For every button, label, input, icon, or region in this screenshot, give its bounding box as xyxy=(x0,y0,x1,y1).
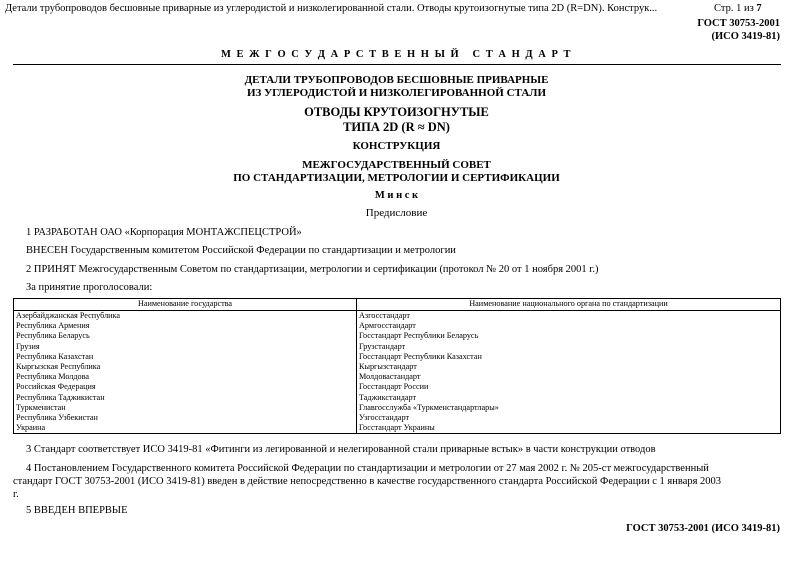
iso-code: (ИСО 3419-81) xyxy=(711,31,780,42)
state-cell: Республика Молдова xyxy=(14,372,357,382)
state-cell: Грузия xyxy=(14,342,357,352)
title-construction: КОНСТРУКЦИЯ xyxy=(352,140,441,152)
paragraph-1b: ВНЕСЕН Государственным комитетом Российской Федерации по стандартизации и метрологии xyxy=(26,245,456,256)
authority-cell: Азгосстандарт xyxy=(357,311,781,322)
standard-code: ГОСТ 30753-2001 xyxy=(697,18,780,29)
state-cell: Азербайджанская Республика xyxy=(14,311,357,322)
authority-cell: Кыргызстандарт xyxy=(357,362,781,372)
table-row xyxy=(14,382,781,392)
authority-cell: Молдовастандарт xyxy=(357,372,781,382)
table-row xyxy=(14,342,781,352)
authority-cell: Госстандарт России xyxy=(357,382,781,392)
document-header-title: Детали трубопроводов бесшовные приварные из углеродистой и низколегированной стали. Отводы крутоизогнутые типа 2D (R=DN). Конструк... xyxy=(5,3,658,14)
paragraph-1: 1 РАЗРАБОТАН ОАО «Корпорация МОНТАЖСПЕЦСТРОЙ» xyxy=(26,227,302,238)
authority-cell: Госстандарт Республики Беларусь xyxy=(357,331,781,341)
authority-cell: Грузстандарт xyxy=(357,342,781,352)
table-row xyxy=(14,321,781,331)
page-total: 7 xyxy=(756,3,762,14)
paragraph-3: 3 Стандарт соответствует ИСО 3419-81 «Фитинги из легированной и нелегированной стали приварные встык» в части конструкции отводов xyxy=(26,444,656,455)
table-row xyxy=(14,403,781,413)
title-line-2: ИЗ УГЛЕРОДИСТОЙ И НИЗКОЛЕГИРОВАННОЙ СТАЛИ xyxy=(246,87,547,99)
foreword-heading: Предисловие xyxy=(365,207,428,219)
council-line-2: ПО СТАНДАРТИЗАЦИИ, МЕТРОЛОГИИ И СЕРТИФИКАЦИИ xyxy=(233,172,560,184)
city: М и н с к xyxy=(374,190,419,201)
footer-standard-code: ГОСТ 30753-2001 (ИСО 3419-81) xyxy=(626,523,780,534)
table-row xyxy=(14,311,781,322)
paragraph-4-line-1: 4 Постановлением Государственного комитета Российской Федерации по стандартизации и метрологии от 27 мая 2002 г. № 205-ст межгосударственный xyxy=(26,463,709,474)
authority-cell: Таджикстандарт xyxy=(357,393,781,403)
table-row xyxy=(14,413,781,423)
page-counter xyxy=(714,3,762,14)
authority-cell: Армгосстандарт xyxy=(357,321,781,331)
title-line-1: ДЕТАЛИ ТРУБОПРОВОДОВ БЕСШОВНЫЕ ПРИВАРНЫЕ xyxy=(244,74,549,86)
table-row xyxy=(14,331,781,341)
council-line-1: МЕЖГОСУДАРСТВЕННЫЙ СОВЕТ xyxy=(302,159,491,171)
vote-table-header-row xyxy=(14,299,781,311)
banner-divider xyxy=(13,64,781,65)
authority-cell: Главгосслужба «Туркменстандартлары» xyxy=(357,403,781,413)
state-cell: Республика Узбекистан xyxy=(14,413,357,423)
page-counter-prefix: Стр. 1 из xyxy=(714,3,754,14)
vote-table xyxy=(13,298,781,434)
column-header-authority: Наименование национального органа по стандартизации xyxy=(357,299,781,311)
table-row xyxy=(14,352,781,362)
state-cell: Республика Беларусь xyxy=(14,331,357,341)
state-cell: Республика Казахстан xyxy=(14,352,357,362)
paragraph-2b: За принятие проголосовали: xyxy=(26,282,153,293)
table-row xyxy=(14,393,781,403)
paragraph-2: 2 ПРИНЯТ Межгосударственным Советом по стандартизации, метрологии и сертификации (протокол № 20 от 1 ноября 2001 г.) xyxy=(26,264,599,275)
table-row xyxy=(14,362,781,372)
state-cell: Российская Федерация xyxy=(14,382,357,392)
state-cell: Республика Армения xyxy=(14,321,357,331)
state-cell: Туркменистан xyxy=(14,403,357,413)
state-cell: Кыргызская Республика xyxy=(14,362,357,372)
state-cell: Республика Таджикистан xyxy=(14,393,357,403)
authority-cell: Госстандарт Украины xyxy=(357,423,781,434)
table-row xyxy=(14,372,781,382)
table-row xyxy=(14,423,781,434)
paragraph-4-line-2: стандарт ГОСТ 30753-2001 (ИСО 3419-81) введен в действие непосредственно в качестве государственного стандарта Российской Федерации с 1 января 2003 xyxy=(13,476,722,487)
standard-banner: М Е Ж Г О С У Д А Р С Т В Е Н Н Ы Й С Т А Н Д А Р Т xyxy=(221,49,572,60)
state-cell: Украина xyxy=(14,423,357,434)
paragraph-4-line-3: г. xyxy=(13,489,19,500)
title-line-3: ОТВОДЫ КРУТОИЗОГНУТЫЕ xyxy=(304,105,489,119)
paragraph-5: 5 ВВЕДЕН ВПЕРВЫЕ xyxy=(26,505,128,516)
authority-cell: Узгосстандарт xyxy=(357,413,781,423)
column-header-state: Наименование государства xyxy=(14,299,357,311)
authority-cell: Госстандарт Республики Казахстан xyxy=(357,352,781,362)
title-line-4: ТИПА 2D (R ≈ DN) xyxy=(343,120,450,134)
